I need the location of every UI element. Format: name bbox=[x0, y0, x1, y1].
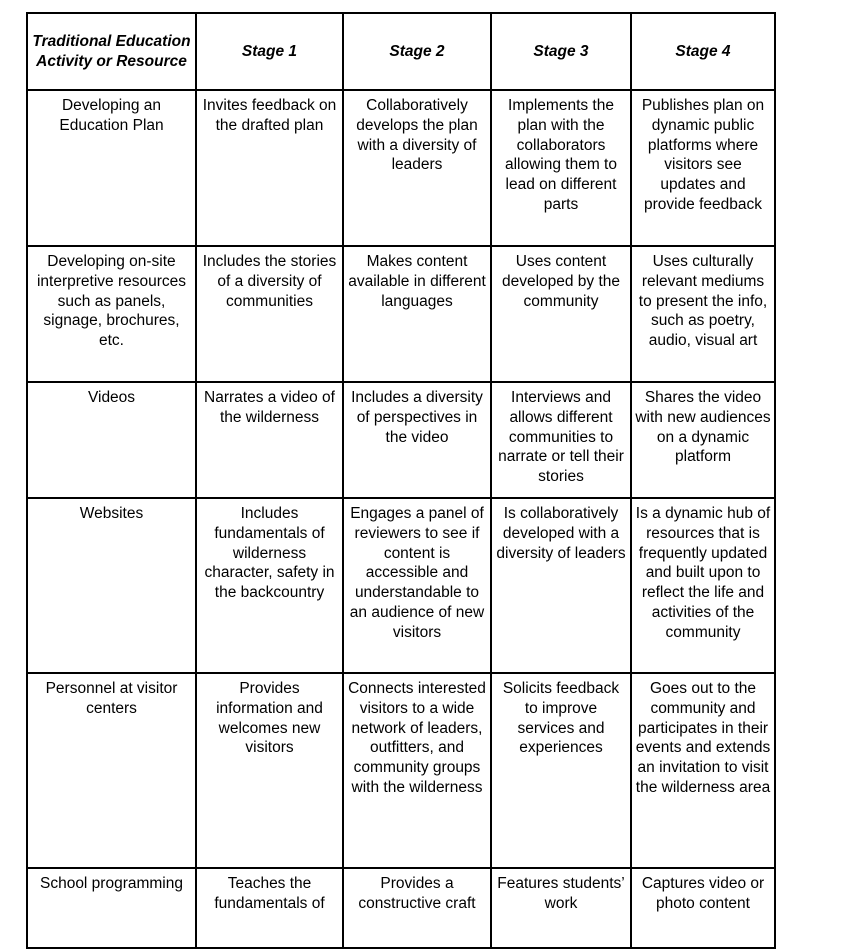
stage-3-cell: Features students’ work bbox=[491, 868, 631, 948]
stage-3-cell: Uses content developed by the community bbox=[491, 246, 631, 382]
stage-2-cell: Engages a panel of reviewers to see if content is accessible and understandable to an audience of new visitors bbox=[343, 498, 491, 673]
column-header-stage-3: Stage 3 bbox=[491, 13, 631, 90]
stage-1-cell: Provides information and welcomes new visitors bbox=[196, 673, 343, 868]
stage-3-cell: Solicits feedback to improve services and experiences bbox=[491, 673, 631, 868]
stage-4-cell: Publishes plan on dynamic public platforms where visitors see updates and provide feedback bbox=[631, 90, 775, 246]
stage-2-cell: Collaboratively develops the plan with a diversity of leaders bbox=[343, 90, 491, 246]
stage-1-cell: Narrates a video of the wilderness bbox=[196, 382, 343, 498]
activity-cell: Developing an Education Plan bbox=[27, 90, 196, 246]
column-header-activity: Traditional Education Activity or Resource bbox=[27, 13, 196, 90]
stage-1-cell: Includes the stories of a diversity of communities bbox=[196, 246, 343, 382]
table-row bbox=[27, 868, 775, 948]
activity-cell: Developing on-site interpretive resources such as panels, signage, brochures, etc. bbox=[27, 246, 196, 382]
stages-table-container bbox=[26, 12, 776, 949]
activity-cell: Personnel at visitor centers bbox=[27, 673, 196, 868]
stage-4-cell: Is a dynamic hub of resources that is frequently updated and built upon to reflect the life and activities of the community bbox=[631, 498, 775, 673]
stage-4-cell: Uses culturally relevant mediums to present the info, such as poetry, audio, visual art bbox=[631, 246, 775, 382]
column-header-stage-4: Stage 4 bbox=[631, 13, 775, 90]
stage-4-cell: Captures video or photo content bbox=[631, 868, 775, 948]
stages-table bbox=[26, 12, 776, 949]
activity-cell: Videos bbox=[27, 382, 196, 498]
column-header-stage-2: Stage 2 bbox=[343, 13, 491, 90]
stage-2-cell: Connects interested visitors to a wide network of leaders, outfitters, and community groups with the wilderness bbox=[343, 673, 491, 868]
stage-3-cell: Interviews and allows different communities to narrate or tell their stories bbox=[491, 382, 631, 498]
stage-1-cell: Invites feedback on the drafted plan bbox=[196, 90, 343, 246]
stage-2-cell: Makes content available in different languages bbox=[343, 246, 491, 382]
stage-1-cell: Teaches the fundamentals of bbox=[196, 868, 343, 948]
activity-cell: School programming bbox=[27, 868, 196, 948]
activity-cell: Websites bbox=[27, 498, 196, 673]
stage-3-cell: Implements the plan with the collaborators allowing them to lead on different parts bbox=[491, 90, 631, 246]
table-row bbox=[27, 498, 775, 673]
stage-4-cell: Goes out to the community and participates in their events and extends an invitation to visit the wilderness area bbox=[631, 673, 775, 868]
table-row bbox=[27, 673, 775, 868]
table-row bbox=[27, 246, 775, 382]
stage-2-cell: Provides a constructive craft bbox=[343, 868, 491, 948]
stage-2-cell: Includes a diversity of perspectives in the video bbox=[343, 382, 491, 498]
table-header-row bbox=[27, 13, 775, 90]
stage-1-cell: Includes fundamentals of wilderness character, safety in the backcountry bbox=[196, 498, 343, 673]
column-header-stage-1: Stage 1 bbox=[196, 13, 343, 90]
table-row bbox=[27, 382, 775, 498]
stage-3-cell: Is collaboratively developed with a diversity of leaders bbox=[491, 498, 631, 673]
table-row bbox=[27, 90, 775, 246]
stage-4-cell: Shares the video with new audiences on a dynamic platform bbox=[631, 382, 775, 498]
